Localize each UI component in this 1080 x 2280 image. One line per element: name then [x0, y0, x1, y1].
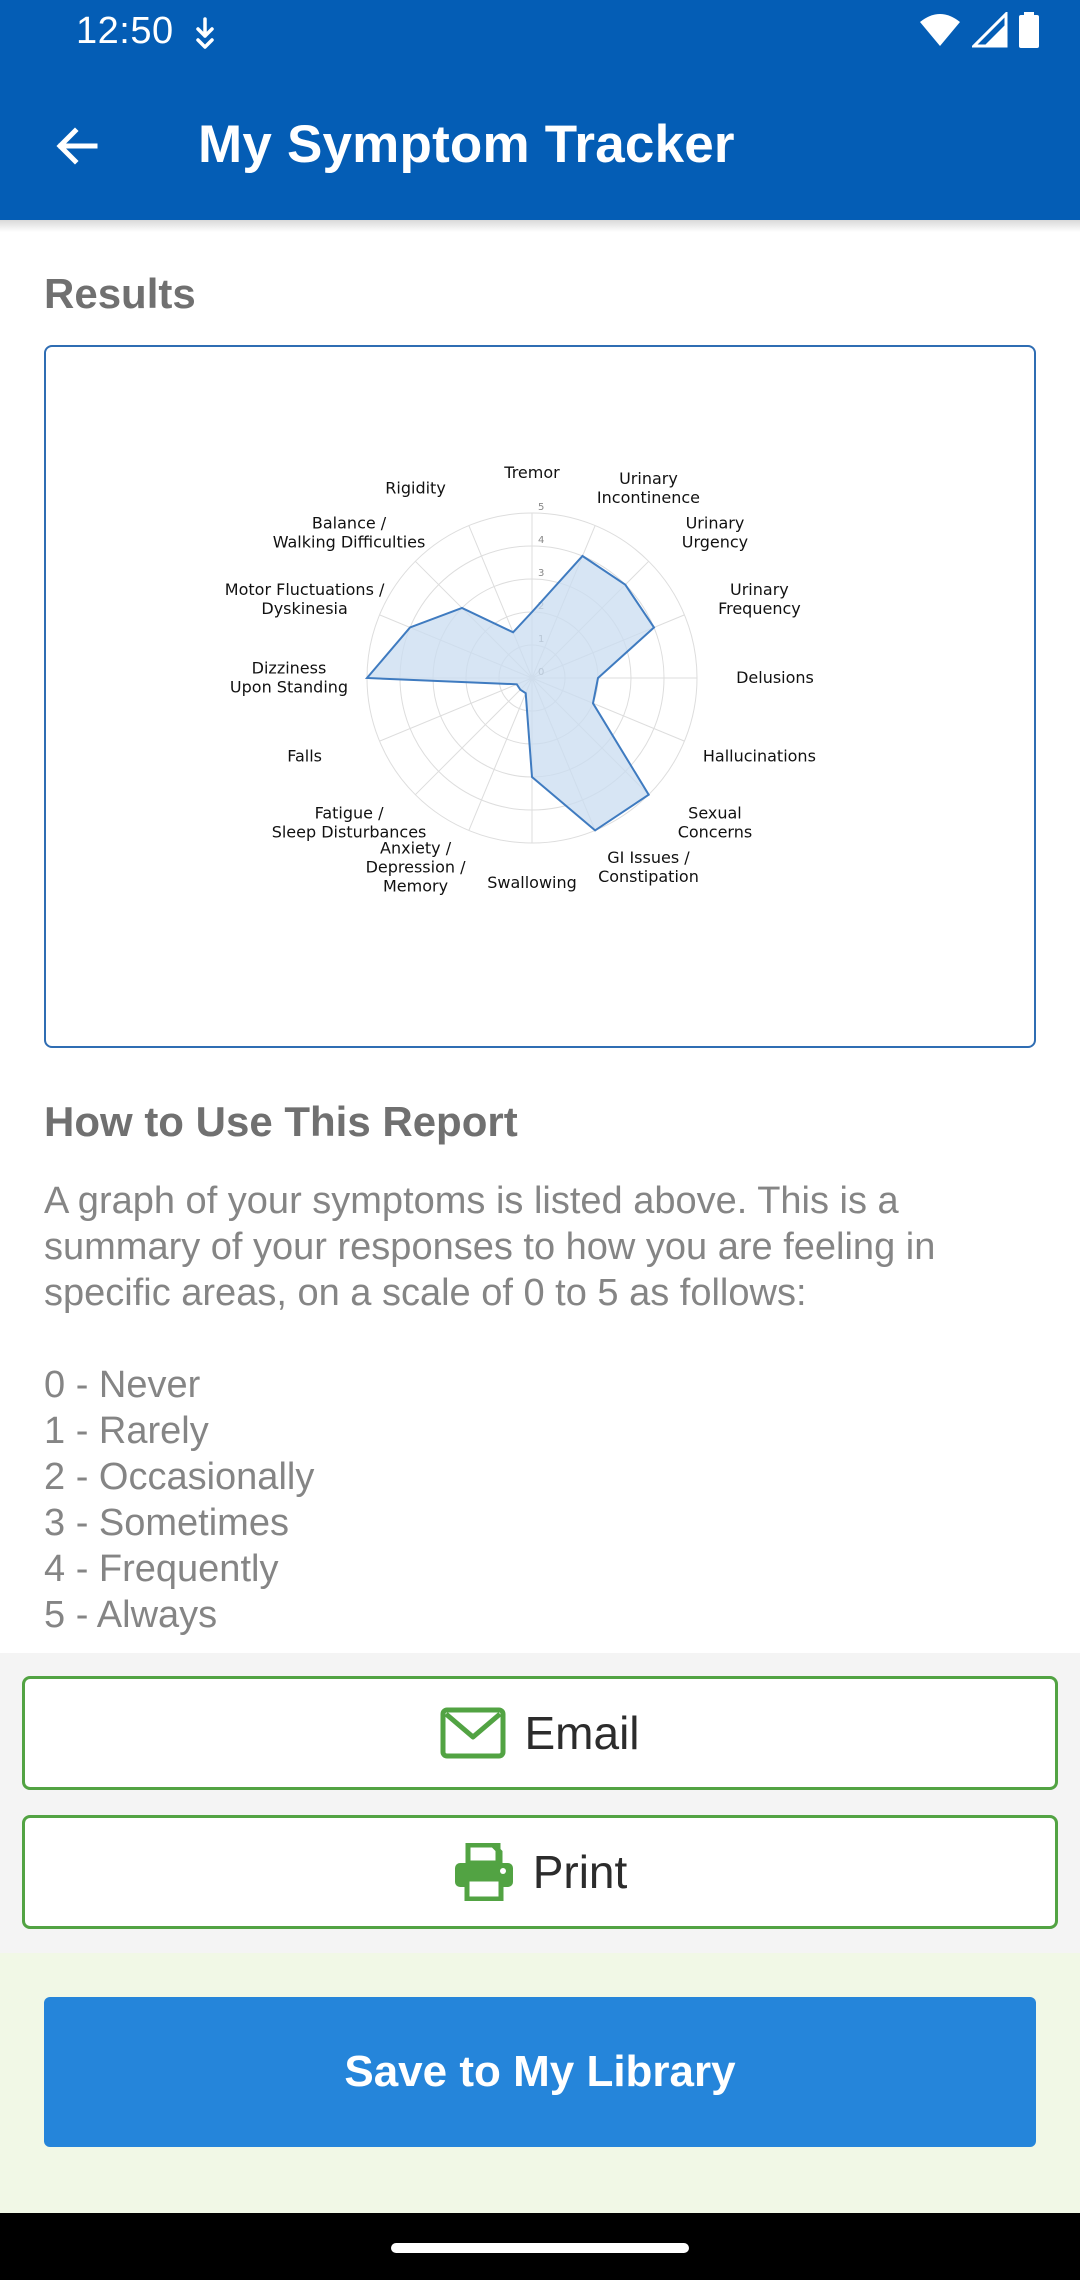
radar-axis-label: Falls	[287, 746, 322, 766]
radar-spoke	[380, 678, 532, 741]
print-label: Print	[532, 1846, 628, 1898]
radar-chart-card	[44, 345, 1036, 1048]
wifi-icon	[918, 12, 962, 53]
print-button[interactable]	[22, 1815, 1058, 1929]
radar-axis-label: Rigidity	[385, 478, 446, 498]
scale-list	[44, 1362, 314, 1638]
app-bar-shadow	[0, 220, 1080, 232]
printer-icon	[453, 1843, 515, 1901]
status-time: 12:50	[76, 10, 174, 52]
scale-item-2: 2 - Occasionally	[44, 1456, 315, 1498]
email-label: Email	[524, 1707, 640, 1759]
radar-axis-label: Hallucinations	[702, 746, 816, 766]
signal-icon	[972, 12, 1008, 53]
radar-chart	[46, 347, 1034, 1046]
radar-spoke	[415, 678, 532, 795]
radar-tick-label: 5	[538, 502, 545, 513]
scale-item-1: 1 - Rarely	[44, 1410, 209, 1452]
radar-axis-label: Anxiety / Depression / Memory	[365, 838, 466, 896]
howto-body: A graph of your symptoms is listed above. This is a summary of your responses to how you are feeling in specific areas, on a scale of 0 to 5 as follows:	[44, 1180, 936, 1314]
radar-axis-label: Sexual Concerns	[677, 803, 753, 842]
save-label: Save to My Library	[344, 2047, 736, 2096]
home-indicator[interactable]	[391, 2243, 689, 2253]
radar-axis-label: Tremor	[504, 463, 560, 482]
radar-axis-label: Balance / Walking Difficulties	[272, 513, 426, 552]
system-nav-bar	[0, 2213, 1080, 2280]
radar-axis-label: Fatigue / Sleep Disturbances	[271, 803, 427, 842]
radar-axis-label: Motor Fluctuations / Dyskinesia	[224, 580, 385, 619]
howto-heading: How to Use This Report	[44, 1098, 518, 1145]
back-button[interactable]	[40, 109, 114, 183]
scale-item-3: 3 - Sometimes	[44, 1502, 289, 1544]
radar-tick-label: 4	[538, 535, 545, 546]
download-icon	[190, 16, 220, 50]
radar-axis-label: Dizziness Upon Standing	[229, 658, 349, 697]
radar-axis-label: Urinary Urgency	[681, 513, 749, 552]
status-bar	[0, 0, 1080, 66]
radar-axis-label: Urinary Incontinence	[596, 469, 700, 508]
email-button[interactable]	[22, 1676, 1058, 1790]
radar-axis-label: Swallowing	[487, 873, 577, 892]
radar-axis-label: Urinary Frequency	[718, 580, 801, 619]
radar-spoke	[469, 678, 532, 830]
scale-item-5: 5 - Always	[44, 1594, 218, 1636]
results-heading: Results	[44, 270, 196, 317]
app-bar	[0, 66, 1080, 220]
envelope-icon	[440, 1707, 506, 1759]
radar-axis-label: GI Issues / Constipation	[598, 847, 699, 886]
save-to-library-button[interactable]	[44, 1997, 1036, 2147]
radar-tick-label: 3	[538, 568, 545, 579]
scale-item-0: 0 - Never	[44, 1364, 201, 1406]
scale-item-4: 4 - Frequently	[44, 1548, 279, 1590]
back-arrow-icon	[53, 122, 101, 170]
battery-icon	[1018, 12, 1040, 53]
radar-axis-label: Delusions	[736, 668, 814, 687]
page-title: My Symptom Tracker	[198, 115, 735, 174]
status-icons	[918, 12, 1040, 52]
